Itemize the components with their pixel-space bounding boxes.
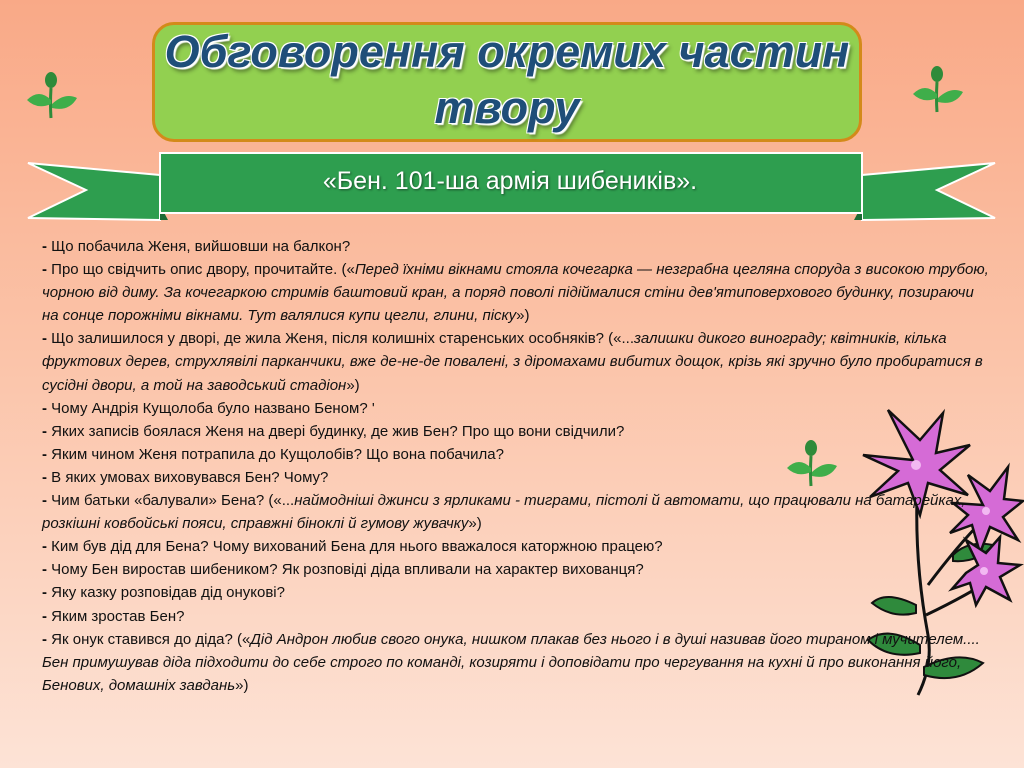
question-pre: В яких умовах виховувався Бен? Чому?: [47, 468, 329, 486]
question-post: »): [468, 515, 482, 533]
question-dash: -: [42, 261, 47, 279]
question-dash: -: [42, 468, 47, 486]
question-pre: Яку казку розповідав дід онукові?: [47, 584, 285, 602]
question-pre: Чим батьки «балували» Бена? («...: [47, 492, 295, 510]
sprout-icon: [911, 64, 966, 114]
question-item: [42, 628, 992, 697]
question-post: »): [235, 676, 249, 694]
question-item: [42, 581, 992, 604]
question-dash: -: [42, 399, 47, 417]
question-pre: Яким зростав Бен?: [47, 607, 185, 625]
question-pre: Що побачила Женя, вийшовши на балкон?: [47, 238, 351, 255]
question-dash: -: [42, 445, 47, 463]
question-it: Дід Андрон любив свого онука, нишком плакав без нього і в душі називав його тираном і мучителем.... Бен примушував діда підходити до себе строго по команді, козиряти і доповідати про чергування на кухні й про виконання його, Бенових, домашніх завдань: [42, 630, 980, 694]
question-item: [42, 397, 992, 420]
question-dash: -: [42, 561, 47, 579]
question-item: [42, 420, 992, 443]
question-it: наймодніші джинси з ярликами - тиграми, пістолі й автомати, що працювали на батарейках, розкішні ковбойські пояси, справжні біноклі й гумову жувачку: [42, 492, 966, 533]
slide-subtitle: «Бен. 101-ша армія шибеників».: [322, 167, 698, 195]
question-it: Перед їхніми вікнами стояла кочегарка — незграбна цегляна споруда з високою трубою, чорною від диму. За кочегаркою стримів баштовий кран, а поряд поволі підіймалися стіни дев'ятиповерхового будинку, позираючи на сонце порожніми вікнами. Тут валялися купи цегли, глини, піску: [42, 261, 989, 325]
question-pre: Про що свідчить опис двору, прочитайте. («: [47, 261, 355, 279]
question-dash: -: [42, 330, 47, 348]
question-dash: -: [42, 422, 47, 440]
question-item: [42, 605, 992, 628]
question-dash: -: [42, 607, 47, 625]
question-dash: -: [42, 630, 47, 648]
question-item: [42, 235, 992, 258]
slide-title: Обговорення окремих частин твору: [164, 26, 850, 133]
question-item: [42, 535, 992, 558]
sprout-icon: [25, 70, 80, 120]
question-item: [42, 327, 992, 396]
questions-list: [42, 235, 992, 697]
question-pre: Що залишилося у дворі, де жила Женя, після колишніх старенських особняків? («...: [47, 330, 635, 348]
question-item: [42, 558, 992, 581]
question-item: [42, 466, 992, 489]
question-dash: -: [42, 538, 47, 556]
question-pre: Яким чином Женя потрапила до Кущолобів? Що вона побачила?: [47, 445, 504, 463]
question-item: [42, 489, 992, 535]
question-pre: Яких записів боялася Женя на дверi будинку, де жив Бен? Про що вони свідчили?: [47, 422, 625, 440]
question-item: [42, 258, 992, 327]
question-pre: Ким був дід для Бена? Чому вихований Бена для нього вважалося каторжною працею?: [47, 538, 663, 556]
question-dash: -: [42, 584, 47, 602]
question-post: »): [346, 376, 360, 394]
question-pre: Як онук ставився до діда? («: [47, 630, 251, 648]
question-it: залишки дикого винограду; квітників, кілька фруктових дерев, струхлявілі парканчики, вже де-не-де повалені, з діромахами вибитих дощок, крізь які зручно було пробиратися в сусідні двори, а той на заводський стадіон: [42, 330, 983, 394]
question-dash: -: [42, 492, 47, 510]
question-post: »): [516, 307, 530, 325]
question-pre: Чому Бен виростав шибеником? Як розповіді діда впливали на характер вихованця?: [47, 561, 644, 579]
question-pre: Чому Андрія Кущолоба було названо Беном? ': [47, 399, 375, 417]
question-item: [42, 443, 992, 466]
question-dash: -: [42, 238, 47, 255]
